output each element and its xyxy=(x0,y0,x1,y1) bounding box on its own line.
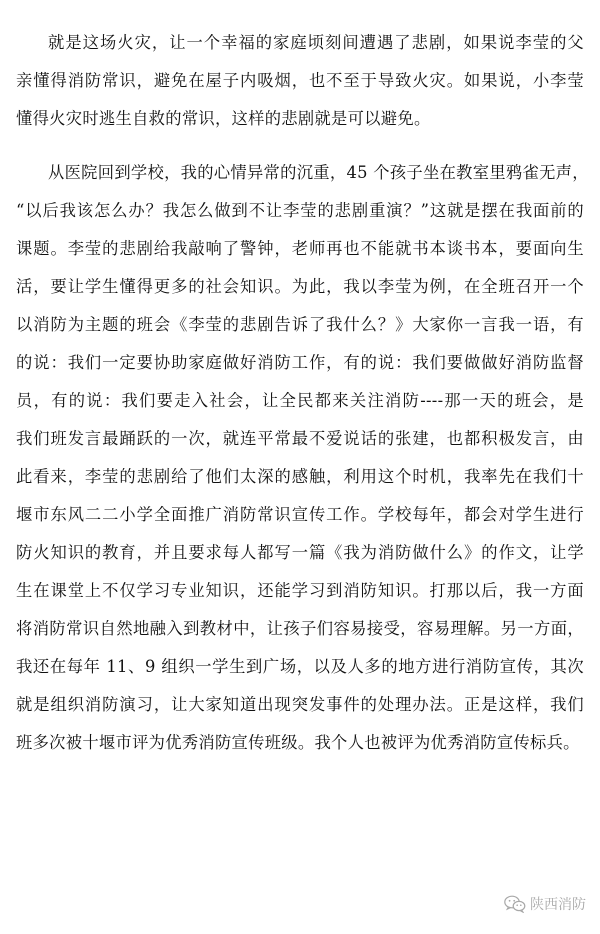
text-line: 就是组织消防演习，让大家知道出现突发事件的处理办法。正是这样，我们 xyxy=(16,695,584,714)
text-line: 生在课堂上不仅学习专业知识，还能学习到消防知识。打那以后，我一方面 xyxy=(16,581,584,600)
text-line: 防火知识的教育，并且要求每人都写一篇《我为消防做什么》的作文，让学 xyxy=(16,543,584,562)
text-line: 课题。李莹的悲剧给我敲响了警钟，老师再也不能就书本谈书本，要面向生 xyxy=(16,239,584,258)
text-line: 亲懂得消防常识，避免在屋子内吸烟，也不至于导致火灾。如果说，小李莹 xyxy=(16,71,584,90)
paragraph-2 xyxy=(16,154,589,762)
text-line: 班多次被十堰市评为优秀消防宣传班级。我个人也被评为优秀消防宣传标兵。 xyxy=(16,733,580,752)
wechat-icon xyxy=(504,895,526,913)
watermark xyxy=(504,894,586,914)
text-line: “以后我该怎么办？我怎么做到不让李莹的悲剧重演？”这就是摆在我面前的 xyxy=(16,201,584,220)
text-line: 活，要让学生懂得更多的社会知识。为此，我以李莹为例，在全班召开一个 xyxy=(16,277,584,296)
text-line: 此看来，李莹的悲剧给了他们太深的感触，利用这个时机，我率先在我们十 xyxy=(16,467,584,486)
text-line: 员，有的说：我们要走入社会，让全民都来关注消防----那一天的班会，是 xyxy=(16,391,584,410)
watermark-text: 陕西消防 xyxy=(530,897,586,913)
text-line: 堰市东风二二小学全面推广消防常识宣传工作。学校每年，都会对学生进行 xyxy=(16,505,584,524)
text-line: 以消防为主题的班会《李莹的悲剧告诉了我什么？》大家你一言我一语，有 xyxy=(16,315,584,334)
text-line: 我还在每年 11、9 组织一学生到广场，以及人多的地方进行消防宣传，其次 xyxy=(16,657,584,676)
text-line: 从医院回到学校，我的心情异常的沉重，45 个孩子坐在教室里鸦雀无声， xyxy=(48,163,589,182)
text-line: 懂得火灾时逃生自救的常识，这样的悲剧就是可以避免。 xyxy=(16,109,431,128)
paragraph-1 xyxy=(16,24,584,138)
text-line: 的说：我们一定要协助家庭做好消防工作，有的说：我们要做做好消防监督 xyxy=(16,353,584,372)
text-line: 我们班发言最踊跃的一次，就连平常最不爱说话的张建，也都积极发言，由 xyxy=(16,429,584,448)
text-line: 将消防常识自然地融入到教材中，让孩子们容易接受，容易理解。另一方面， xyxy=(16,619,584,638)
text-line: 就是这场火灾，让一个幸福的家庭顷刻间遭遇了悲剧，如果说李莹的父 xyxy=(48,33,584,52)
